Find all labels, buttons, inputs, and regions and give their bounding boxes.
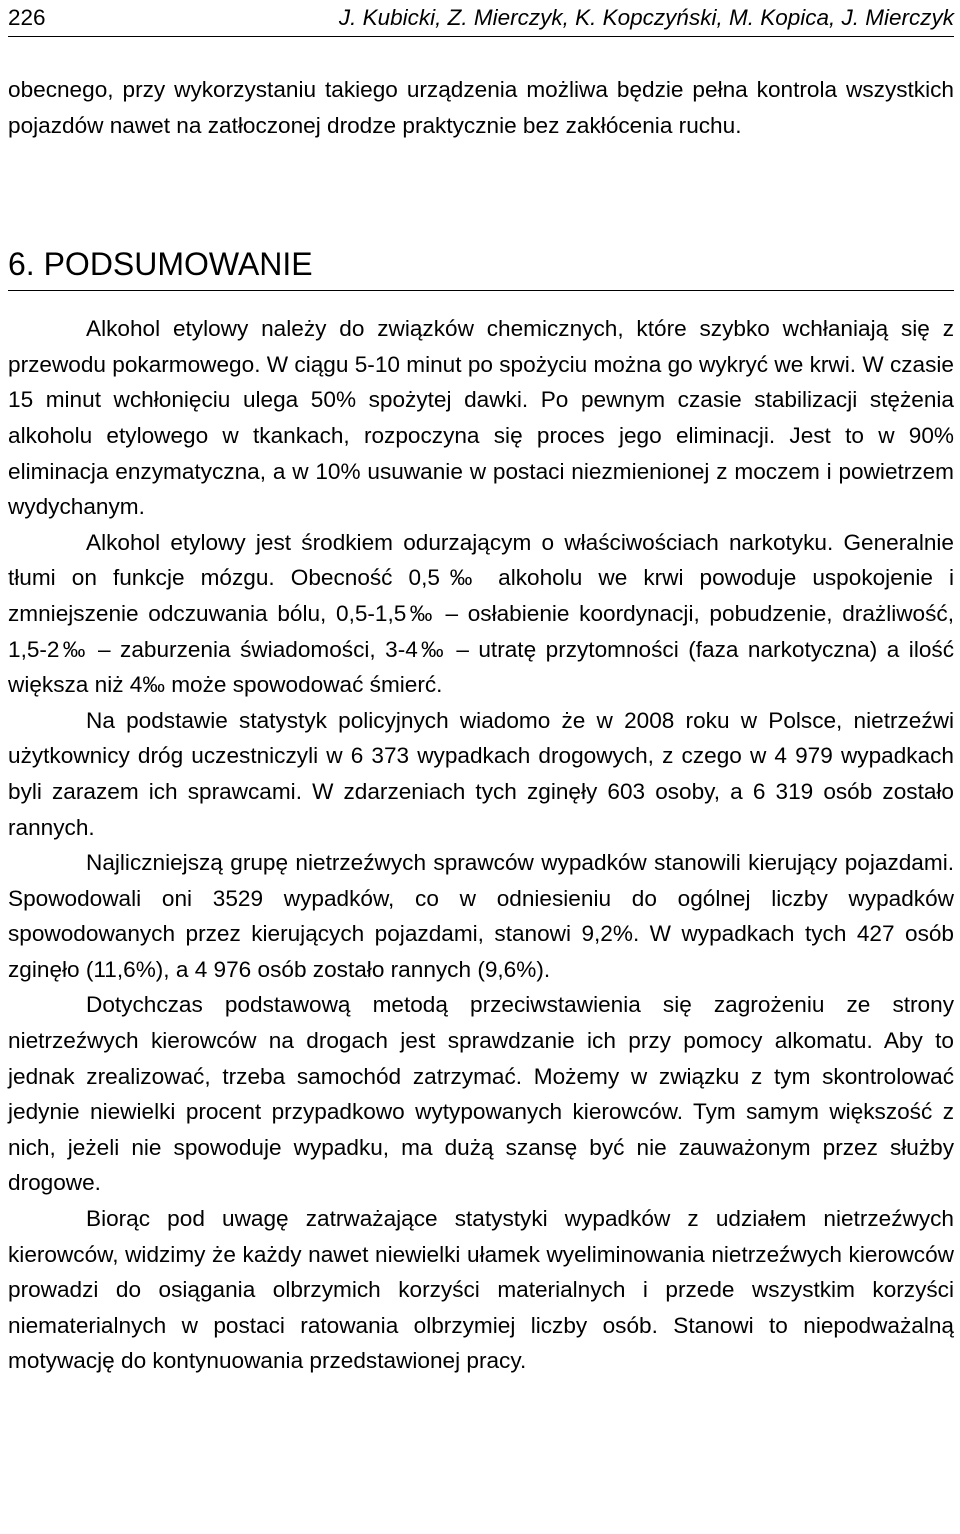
document-page [8, 0, 954, 1379]
summary-paragraph-5: Dotychczas podstawową metodą przeciwstawienia się zagrożeniu ze strony nietrzeźwych kierowców na drogach jest sprawdzanie ich przy pomocy alkomatu. Aby to jednak zrealizować, trzeba samochód zatrzymać. Możemy w związku z tym skontrolować jedynie niewielki procent przypadkowo wytypowanych kierowców. Tym samym większość z nich, jeżeli nie spowoduje wypadku, ma dużą szansę być nie zauważonym przez służby drogowe. [8, 992, 954, 1196]
summary-paragraph-2: Alkohol etylowy jest środkiem odurzającym o właściwościach narkotyku. Generalnie tłumi on funkcje mózgu. Obecność 0,5‰ alkoholu we krwi powoduje uspokojenie i zmniejszenie odczuwania bólu, 0,5-1,5‰ – osłabienie koordynacji, pobudzenie, drażliwość, 1,5-2‰ – zaburzenia świadomości, 3-4‰ – utratę przytomności (faza narkotyczna) a ilość większa niż 4‰ może spowodować śmierć. [8, 529, 954, 698]
summary-paragraph-4: Najliczniejszą grupę nietrzeźwych sprawców wypadków stanowili kierujący pojazdami. Spowodowali oni 3529 wypadków, co w odniesieniu do ogólnej liczby wypadków spowodowanych przez kierujących pojazdami, stanowi 9,2%. W wypadkach tych 427 osób zginęło (11,6%), a 4 976 osób zostało rannych (9,6%). [8, 850, 954, 982]
summary-paragraph-1: Alkohol etylowy należy do związków chemicznych, które szybko wchłaniają się z przewodu pokarmowego. W ciągu 5-10 minut po spożyciu można go wykryć we krwi. W czasie 15 minut wchłonięciu ulega 50% spożytej dawki. Po pewnym czasie stabilizacji stężenia alkoholu etylowego w tkankach, rozpoczyna się proces jego eliminacji. Jest to w 90% eliminacja enzymatyczna, a w 10% usuwanie w postaci niezmienionej z moczem i powietrzem wydychanym. [8, 316, 954, 520]
running-header [8, 0, 954, 37]
section-heading: 6. PODSUMOWANIE [8, 244, 954, 291]
summary-paragraph-6: Biorąc pod uwagę zatrważające statystyki wypadków z udziałem nietrzeźwych kierowców, widzimy że każdy nawet niewielki ułamek wyeliminowania nietrzeźwych kierowców prowadzi do osiągania olbrzymich korzyści materialnych i przede wszystkim korzyści niematerialnych w postaci ratowania olbrzymiej liczby osób. Stanowi to niepodważalną motywację do kontynuowania przedstawionej pracy. [8, 1206, 954, 1374]
summary-paragraph-3: Na podstawie statystyk policyjnych wiadomo że w 2008 roku w Polsce, nietrzeźwi użytkownicy dróg uczestniczyli w 6 373 wypadkach drogowych, z czego w 4 979 wypadkach byli zarazem ich sprawcami. W zdarzeniach tych zginęły 603 osoby, a 6 319 osób zostało rannych. [8, 707, 954, 840]
header-authors: J. Kubicki, Z. Mierczyk, K. Kopczyński, M. Kopica, J. Mierczyk [338, 5, 954, 30]
continuation-paragraph: obecnego, przy wykorzystaniu takiego urządzenia możliwa będzie pełna kontrola wszystkich pojazdów nawet na zatłoczonej drodze praktycznie bez zakłócenia ruchu. [8, 77, 954, 138]
page-number: 226 [8, 5, 46, 30]
